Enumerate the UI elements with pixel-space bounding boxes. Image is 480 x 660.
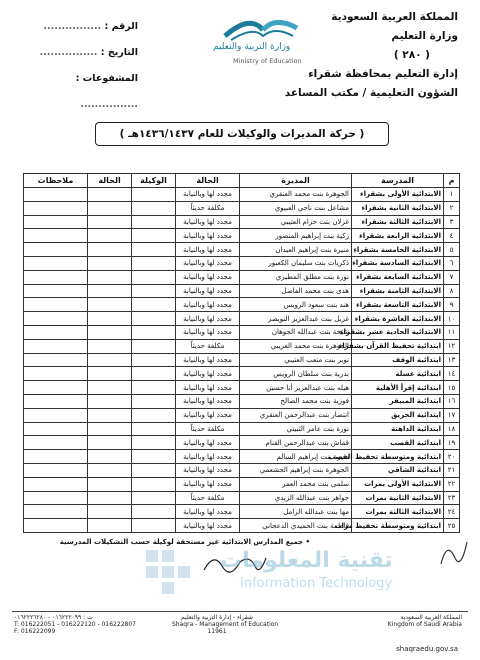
cell-notes bbox=[24, 215, 88, 229]
cell-deputy-status bbox=[88, 394, 132, 408]
cell-school: الابتدائية التاسعة بشقراء bbox=[352, 298, 444, 312]
cell-principal: بدرية بنت سلطان الرويس bbox=[240, 367, 352, 381]
cell-deputy-status bbox=[88, 312, 132, 326]
cell-index: ٨ bbox=[444, 284, 460, 298]
logo-arabic-text: وزارة التربية والتعليم bbox=[213, 42, 291, 52]
cell-deputy bbox=[132, 519, 176, 533]
cell-status: مجدد لها وبالنيابة bbox=[176, 215, 240, 229]
date-label: التاريخ : bbox=[100, 47, 138, 58]
cell-index: ١٥ bbox=[444, 381, 460, 395]
cell-school: الابتدائية الحادية عشر بشقراء bbox=[352, 325, 444, 339]
cell-principal: زكية بنت إبراهيم المنصور bbox=[240, 229, 352, 243]
cell-deputy-status bbox=[88, 229, 132, 243]
cell-deputy-status bbox=[88, 367, 132, 381]
cell-status: مجدد لها وبالنيابة bbox=[176, 284, 240, 298]
footer-fax: F: 016222099 bbox=[14, 628, 56, 635]
document-title: ( حركة المديرات والوكيلات للعام ١٤٣٦/١٤٣٧هـ ) bbox=[95, 122, 389, 146]
cell-notes bbox=[24, 188, 88, 202]
cell-index: ١ bbox=[444, 188, 460, 202]
cell-school: الابتدائية الثامنة بشقراء bbox=[352, 284, 444, 298]
cell-deputy-status bbox=[88, 339, 132, 353]
cell-deputy-status bbox=[88, 353, 132, 367]
attachments-label: المشفوعات : bbox=[75, 73, 138, 84]
cell-principal: نورة بنت مطلق المطيري bbox=[240, 270, 352, 284]
cell-principal: منيرة بنت إبراهيم العيدان bbox=[240, 243, 352, 257]
cell-status: مجدد لها وبالنيابة bbox=[176, 367, 240, 381]
cell-school: الابتدائية الأولى بمرات bbox=[352, 477, 444, 491]
cell-index: ٧ bbox=[444, 270, 460, 284]
cell-notes bbox=[24, 243, 88, 257]
cell-status: مجدد لها وبالنيابة bbox=[176, 243, 240, 257]
cell-notes bbox=[24, 201, 88, 215]
cell-deputy-status bbox=[88, 188, 132, 202]
table-row bbox=[24, 367, 460, 381]
ministry-logo bbox=[205, 6, 315, 74]
cell-school: الابتدائية العاشرة بشقراء bbox=[352, 312, 444, 326]
cell-deputy-status bbox=[88, 243, 132, 257]
cell-school: ابتدائية ومتوسطة تحفيظ القصب bbox=[352, 450, 444, 464]
col-header-school: المدرسة bbox=[352, 174, 444, 188]
cell-deputy bbox=[132, 243, 176, 257]
footer-mid-en: Shaqra - Management of Education bbox=[172, 621, 279, 628]
watermark-english: Information Technology bbox=[240, 576, 393, 591]
cell-school: الابتدائية السادسة بشقراء bbox=[352, 256, 444, 270]
cell-index: ٩ bbox=[444, 298, 460, 312]
table-row bbox=[24, 339, 460, 353]
footnote: • جميع المدارس الابتدائية غير مستحقة لوكيلة حسب التشكيلات المدرسية bbox=[59, 538, 310, 546]
cell-deputy-status bbox=[88, 215, 132, 229]
cell-school: ابتدائية الداهنة bbox=[352, 422, 444, 436]
cell-notes bbox=[24, 339, 88, 353]
cell-principal: نورة بنت عامر الثبيتي bbox=[240, 422, 352, 436]
cell-principal: الجوهرة بنت محمد العنقري bbox=[240, 188, 352, 202]
date-field bbox=[28, 40, 138, 66]
cell-principal: الجوهرة بنت محمد الغريبي bbox=[240, 339, 352, 353]
cell-school: الابتدائية الخامسة بشقراء bbox=[352, 243, 444, 257]
cell-status: مجدد لها وبالنيابة bbox=[176, 188, 240, 202]
footer-org-right bbox=[388, 614, 462, 628]
cell-deputy bbox=[132, 436, 176, 450]
cell-notes bbox=[24, 298, 88, 312]
cell-status: مجدد لها وبالنيابة bbox=[176, 477, 240, 491]
cell-index: ١٠ bbox=[444, 312, 460, 326]
cell-status: مجدد لها وبالنيابة bbox=[176, 463, 240, 477]
cell-deputy bbox=[132, 367, 176, 381]
footer-org-mid bbox=[172, 614, 279, 635]
cell-principal: جواهر بنت عبدالله الزيدي bbox=[240, 491, 352, 505]
cell-deputy bbox=[132, 270, 176, 284]
cell-notes bbox=[24, 505, 88, 519]
cell-index: ١٩ bbox=[444, 436, 460, 450]
cell-notes bbox=[24, 284, 88, 298]
cell-deputy-status bbox=[88, 519, 132, 533]
cell-principal: قماش بنت عبدالرحمن الفنام bbox=[240, 436, 352, 450]
cell-notes bbox=[24, 229, 88, 243]
cell-notes bbox=[24, 422, 88, 436]
ref-label: الرقم : bbox=[104, 21, 138, 32]
col-header-notes: ملاحظات bbox=[24, 174, 88, 188]
cell-school: الابتدائية الثانية بمرات bbox=[352, 491, 444, 505]
footer-mid-ar: شقراء - إدارة التربية والتعليم bbox=[181, 614, 253, 621]
cell-status: مجدد لها وبالنيابة bbox=[176, 394, 240, 408]
cell-notes bbox=[24, 477, 88, 491]
cell-status: مجدد لها وبالنيابة bbox=[176, 312, 240, 326]
cell-status: مكلفة حديثاً bbox=[176, 422, 240, 436]
cell-school: الابتدائية الأولى بشقراء bbox=[352, 188, 444, 202]
cell-index: ٦ bbox=[444, 256, 460, 270]
cell-notes bbox=[24, 408, 88, 422]
cell-index: ٢٥ bbox=[444, 519, 460, 533]
cell-status: مكلفة حديثاً bbox=[176, 201, 240, 215]
cell-deputy bbox=[132, 477, 176, 491]
attachments-dots: ................ bbox=[80, 99, 138, 110]
cell-deputy bbox=[132, 256, 176, 270]
table-row bbox=[24, 298, 460, 312]
col-header-principal: المديرة bbox=[240, 174, 352, 188]
cell-school: الابتدائية الثانية بشقراء bbox=[352, 201, 444, 215]
reference-fields bbox=[28, 14, 138, 118]
cell-deputy bbox=[132, 312, 176, 326]
table-row bbox=[24, 477, 460, 491]
cell-deputy bbox=[132, 215, 176, 229]
cell-deputy-status bbox=[88, 256, 132, 270]
kingdom-name: المملكة العربية السعودية bbox=[331, 11, 458, 23]
cell-principal: غزلان بنت حزام العتيبي bbox=[240, 215, 352, 229]
cell-index: ٤ bbox=[444, 229, 460, 243]
col-header-status: الحالة bbox=[176, 174, 240, 188]
cell-notes bbox=[24, 270, 88, 284]
cell-notes bbox=[24, 325, 88, 339]
cell-school: ابتدائية الحريق bbox=[352, 408, 444, 422]
cell-deputy-status bbox=[88, 477, 132, 491]
cell-index: ١٤ bbox=[444, 367, 460, 381]
watermark-arabic: تقنية المعلومات bbox=[220, 548, 393, 573]
cell-deputy-status bbox=[88, 505, 132, 519]
cell-deputy-status bbox=[88, 408, 132, 422]
cell-school: ابتدائية القصب bbox=[352, 436, 444, 450]
cell-deputy-status bbox=[88, 450, 132, 464]
table-row bbox=[24, 394, 460, 408]
footer-kingdom-en: Kingdom of Saudi Arabia bbox=[387, 621, 462, 628]
cell-status: مجدد لها وبالنيابة bbox=[176, 519, 240, 533]
cell-school: ابتدائية المبيقر bbox=[352, 394, 444, 408]
table-row bbox=[24, 381, 460, 395]
col-header-index: م bbox=[444, 174, 460, 188]
circular-number: ( ٢٨٠ ) bbox=[393, 49, 430, 61]
cell-notes bbox=[24, 394, 88, 408]
footer-tel-ar: ت : ٠١٦٢٢٢٠٩٩ - ٠١٦٢٢٢٦٢٨٠ bbox=[14, 614, 93, 621]
cell-principal: هدى بنت محمد الفاضل bbox=[240, 284, 352, 298]
table-row bbox=[24, 519, 460, 533]
cell-notes bbox=[24, 450, 88, 464]
cell-index: ٢٠ bbox=[444, 450, 460, 464]
table-row bbox=[24, 201, 460, 215]
cell-status: مجدد لها وبالنيابة bbox=[176, 256, 240, 270]
cell-notes bbox=[24, 256, 88, 270]
initials-scribble bbox=[435, 534, 475, 574]
cell-index: ١٣ bbox=[444, 353, 460, 367]
cell-principal: فاطمة بنت الحميدي الدعجاني bbox=[240, 519, 352, 533]
table-row bbox=[24, 188, 460, 202]
cell-deputy bbox=[132, 339, 176, 353]
footer-tel-en: T: 016222051 - 016222120 - 016222807 bbox=[14, 621, 136, 628]
cell-deputy bbox=[132, 284, 176, 298]
table-row bbox=[24, 422, 460, 436]
cell-deputy bbox=[132, 229, 176, 243]
cell-status: مجدد لها وبالنيابة bbox=[176, 450, 240, 464]
cell-status: مجدد لها وبالنيابة bbox=[176, 381, 240, 395]
table-row bbox=[24, 436, 460, 450]
cell-status: مجدد لها وبالنيابة bbox=[176, 408, 240, 422]
ref-dots: ................ bbox=[43, 21, 102, 32]
cell-school: ابتدائية الوقف bbox=[352, 353, 444, 367]
cell-principal: فوزية بنت محمد الصالح bbox=[240, 394, 352, 408]
cell-notes bbox=[24, 312, 88, 326]
cell-index: ٥ bbox=[444, 243, 460, 257]
cell-principal: مها بنت عبدالله الزامل bbox=[240, 505, 352, 519]
cell-deputy bbox=[132, 422, 176, 436]
date-dots: ................ bbox=[39, 47, 98, 58]
table-row bbox=[24, 463, 460, 477]
table-header-row bbox=[24, 174, 460, 188]
cell-notes bbox=[24, 436, 88, 450]
cell-notes bbox=[24, 519, 88, 533]
cell-principal: هند بنت سعود الرويس bbox=[240, 298, 352, 312]
footer-contacts bbox=[14, 614, 136, 635]
table-row bbox=[24, 229, 460, 243]
cell-deputy-status bbox=[88, 270, 132, 284]
table-row bbox=[24, 505, 460, 519]
cell-principal: انتصار بنت عبدالرحمن العنقري bbox=[240, 408, 352, 422]
book-logo-icon bbox=[205, 6, 315, 46]
footer-url[interactable]: shaqraedu.gov.sa bbox=[396, 645, 458, 653]
cell-school: ابتدائية إقرأ الأهلية bbox=[352, 381, 444, 395]
table-row bbox=[24, 215, 460, 229]
ministry-name: وزارة التعليم bbox=[391, 30, 458, 42]
footer-year: 11961 bbox=[207, 628, 227, 635]
cell-school: الابتدائية الثالثة بشقراء bbox=[352, 215, 444, 229]
table-row bbox=[24, 270, 460, 284]
cell-school: الابتدائية الثالثة بمرات bbox=[352, 505, 444, 519]
cell-school: الابتدائية السابعة بشقراء bbox=[352, 270, 444, 284]
cell-principal: الجوهرة بنت إبراهيم الجشعمي bbox=[240, 463, 352, 477]
cell-deputy-status bbox=[88, 381, 132, 395]
cell-deputy bbox=[132, 353, 176, 367]
cell-deputy-status bbox=[88, 325, 132, 339]
cell-status: مجدد لها وبالنيابة bbox=[176, 298, 240, 312]
cell-deputy-status bbox=[88, 284, 132, 298]
cell-index: ٣ bbox=[444, 215, 460, 229]
table-row bbox=[24, 256, 460, 270]
cell-deputy bbox=[132, 381, 176, 395]
col-header-deputy: الوكيلة bbox=[132, 174, 176, 188]
col-header-deputy-status: الحالة bbox=[88, 174, 132, 188]
cell-notes bbox=[24, 367, 88, 381]
cell-deputy bbox=[132, 188, 176, 202]
cell-status: مجدد لها وبالنيابة bbox=[176, 325, 240, 339]
cell-school: ابتدائية ومتوسطة تحفيظ مرات bbox=[352, 519, 444, 533]
cell-index: ٢ bbox=[444, 201, 460, 215]
cell-principal: هيله بنت عبدالعزيز أبا حسين bbox=[240, 381, 352, 395]
cell-deputy bbox=[132, 408, 176, 422]
logo-english-text: Ministry of Education bbox=[233, 57, 302, 65]
cell-deputy bbox=[132, 505, 176, 519]
table-row bbox=[24, 353, 460, 367]
cell-notes bbox=[24, 353, 88, 367]
cell-deputy bbox=[132, 394, 176, 408]
cell-index: ١٨ bbox=[444, 422, 460, 436]
table-row bbox=[24, 312, 460, 326]
cell-index: ٢٣ bbox=[444, 491, 460, 505]
cell-principal: ذكريات بنت سليمان الكعبور bbox=[240, 256, 352, 270]
cell-deputy bbox=[132, 298, 176, 312]
cell-deputy-status bbox=[88, 491, 132, 505]
cell-notes bbox=[24, 491, 88, 505]
cell-status: مكلفة حديثاً bbox=[176, 491, 240, 505]
cell-notes bbox=[24, 381, 88, 395]
cell-status: مجدد لها وبالنيابة bbox=[176, 229, 240, 243]
cell-school: الابتدائية الرابعة بشقراء bbox=[352, 229, 444, 243]
cell-principal: مشاعل بنت ناجي العبيوي bbox=[240, 201, 352, 215]
staff-table bbox=[23, 173, 460, 533]
cell-deputy-status bbox=[88, 436, 132, 450]
department-name: إدارة التعليم بمحافظة شقراء bbox=[308, 68, 458, 80]
cell-school: ابتدائية الشاقي bbox=[352, 463, 444, 477]
cell-index: ١٢ bbox=[444, 339, 460, 353]
cell-index: ١١ bbox=[444, 325, 460, 339]
attachments-field bbox=[28, 66, 138, 118]
table-row bbox=[24, 243, 460, 257]
cell-status: مجدد لها وبالنيابة bbox=[176, 353, 240, 367]
cell-principal: سلمى بنت محمد العمر bbox=[240, 477, 352, 491]
cell-deputy bbox=[132, 450, 176, 464]
footer-divider bbox=[12, 611, 468, 612]
cell-principal: شيخة بنت عبدالله الجوهان bbox=[240, 325, 352, 339]
cell-index: ٢٢ bbox=[444, 477, 460, 491]
cell-deputy-status bbox=[88, 201, 132, 215]
table-row bbox=[24, 408, 460, 422]
cell-status: مجدد لها وبالنيابة bbox=[176, 436, 240, 450]
table-row bbox=[24, 450, 460, 464]
table-row bbox=[24, 284, 460, 298]
cell-status: مجدد لها وبالنيابة bbox=[176, 505, 240, 519]
cell-principal: غزيل بنت عبدالعزيز النويصر bbox=[240, 312, 352, 326]
cell-status: مكلفة حديثاً bbox=[176, 339, 240, 353]
table-row bbox=[24, 491, 460, 505]
ref-field bbox=[28, 14, 138, 40]
cell-deputy-status bbox=[88, 298, 132, 312]
cell-index: ٢١ bbox=[444, 463, 460, 477]
cell-school: ابتدائية غسلة bbox=[352, 367, 444, 381]
cell-index: ٢٤ bbox=[444, 505, 460, 519]
cell-principal: منيرة بنت إبراهيم السالم bbox=[240, 450, 352, 464]
cell-deputy bbox=[132, 463, 176, 477]
cell-deputy-status bbox=[88, 422, 132, 436]
cell-deputy bbox=[132, 201, 176, 215]
section-name: الشؤون التعليمية / مكتب المساعد bbox=[284, 87, 458, 99]
cell-deputy bbox=[132, 491, 176, 505]
table-row bbox=[24, 325, 460, 339]
cell-principal: نوير بنت متعب العتيبي bbox=[240, 353, 352, 367]
cell-notes bbox=[24, 463, 88, 477]
cell-index: ١٧ bbox=[444, 408, 460, 422]
cell-deputy-status bbox=[88, 463, 132, 477]
cell-index: ١٦ bbox=[444, 394, 460, 408]
cell-status: مجدد لها وبالنيابة bbox=[176, 270, 240, 284]
cell-school: ابتدائية تحفيظ القرآن بشقراء bbox=[352, 339, 444, 353]
footer-kingdom-ar: المملكة العربية السعودية bbox=[400, 614, 462, 621]
cell-deputy bbox=[132, 325, 176, 339]
